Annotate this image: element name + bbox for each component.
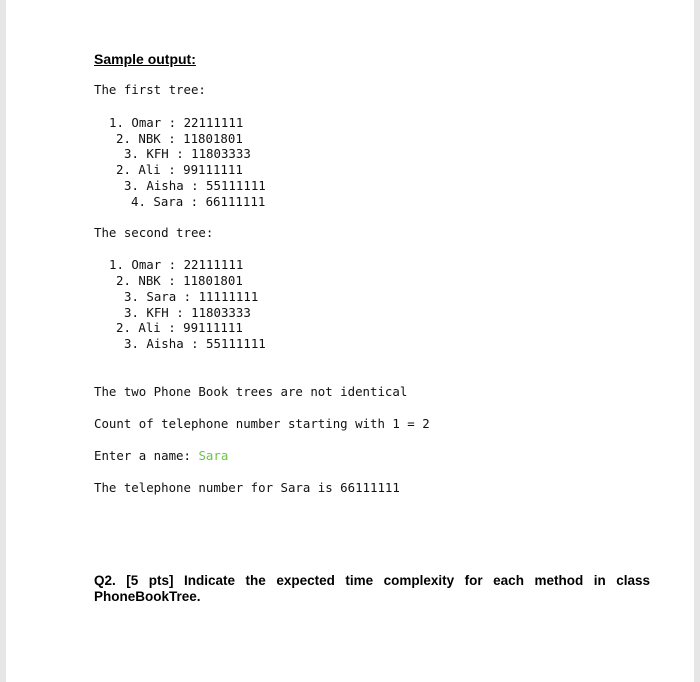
second-tree-line: 2. Ali : 99111111 <box>116 320 243 335</box>
first-tree-line: 4. Sara : 66111111 <box>131 194 266 209</box>
first-tree-line: 2. NBK : 11801801 <box>116 131 243 146</box>
first-tree-label: The first tree: <box>94 82 206 97</box>
second-tree-line: 3. Aisha : 55111111 <box>124 336 266 351</box>
first-tree-line: 3. KFH : 11803333 <box>124 146 251 161</box>
enter-name-prompt: Enter a name: <box>94 448 199 463</box>
count-result-text: Count of telephone number starting with 1 = 2 <box>94 416 430 431</box>
lookup-result-text: The telephone number for Sara is 66111111 <box>94 480 400 495</box>
sample-output-heading: Sample output: <box>94 51 196 67</box>
second-tree-line: 3. KFH : 11803333 <box>124 305 251 320</box>
second-tree-line: 3. Sara : 11111111 <box>124 289 259 304</box>
entered-name-value: Sara <box>198 448 229 463</box>
first-tree-line: 1. Omar : 22111111 <box>109 115 244 130</box>
document-page <box>6 0 694 682</box>
identical-result-text: The two Phone Book trees are not identical <box>94 384 408 399</box>
question-q2: Q2. [5 pts] Indicate the expected time complexity for each method in class PhoneBookTree. <box>94 573 650 604</box>
first-tree-line: 2. Ali : 99111111 <box>116 162 243 177</box>
enter-name-line <box>94 448 228 464</box>
second-tree-line: 1. Omar : 22111111 <box>109 257 244 272</box>
second-tree-label: The second tree: <box>94 225 214 240</box>
second-tree-line: 2. NBK : 11801801 <box>116 273 243 288</box>
first-tree-line: 3. Aisha : 55111111 <box>124 178 266 193</box>
